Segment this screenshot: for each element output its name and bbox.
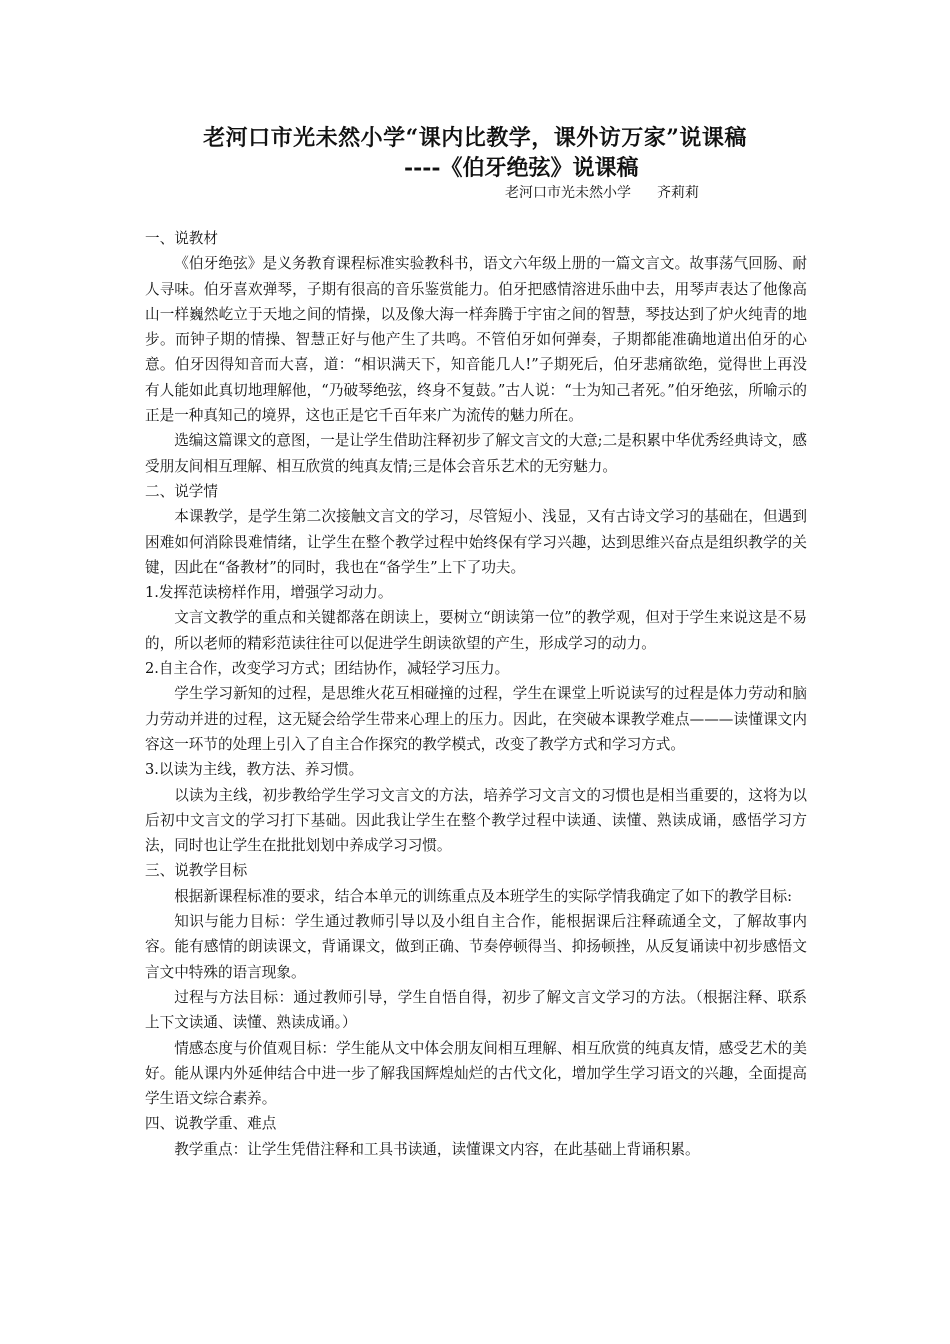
paragraph: 《伯牙绝弦》是义务教育课程标准实验教科书，语文六年级上册的一篇文言文。故事荡气回肠、耐人寻味。伯牙喜欢弹琴，子期有很高的音乐鉴赏能力。伯牙把感情溶进乐曲中去，用琴声表达了他像高山一样巍然屹立于天地之间的情操，以及像大海一样奔腾于宇宙之间的智慧，琴技达到了炉火纯青的地步。而钟子期的情操、智慧正好与他产生了共鸣。不管伯牙如何弹奏，子期都能准确地道出伯牙的心意。伯牙因得知音而大喜，道：“相识满天下，知音能几人!”子期死后，伯牙悲痛欲绝，觉得世上再没有人能如此真切地理解他，“乃破琴绝弦，终身不复鼓。”古人说：“士为知己者死。”伯牙绝弦，所喻示的正是一种真知己的境界，这也正是它千百年来广为流传的魅力所在。 [145,255,807,425]
section-heading: 三、说教学目标 [145,862,248,880]
paragraph: 文言文教学的重点和关键都落在朗读上，要树立“朗读第一位”的教学观，但对于学生来说这是不易的，所以老师的精彩范读往往可以促进学生朗读欲望的产生，形成学习的动力。 [145,609,807,652]
paragraph: 本课教学，是学生第二次接触文言文的学习，尽管短小、浅显，又有古诗文学习的基础在，但遇到困难如何消除畏难情绪，让学生在整个教学过程中始终保有学习兴趣，达到思维兴奋点是组织教学的关键，因此在“备教材”的同时，我也在“备学生”上下了功夫。 [145,508,807,576]
paragraph: 知识与能力目标：学生通过教师引导以及小组自主合作，能根据课后注释疏通全文，了解故事内容。能有感情的朗读课文，背诵课文，做到正确、节奏停顿得当、抑扬顿挫，从反复诵读中初步感悟文言文中特殊的语言现象。 [145,913,807,981]
paragraph: 学生学习新知的过程，是思维火花互相碰撞的过程，学生在课堂上听说读写的过程是体力劳动和脑力劳动并进的过程，这无疑会给学生带来心理上的压力。因此，在突破本课教学难点———读懂课文内容这一环节的处理上引入了自主合作探究的教学模式，改变了教学方式和学习方式。 [145,685,807,753]
paragraph: 过程与方法目标：通过教师引导，学生自悟自得，初步了解文言文学习的方法。（根据注释、联系上下文读通、读懂、熟读成诵。） [145,988,807,1032]
list-item: 1.发挥范读榜样作用，增强学习动力。 [145,584,393,602]
paragraph: 教学重点：让学生凭借注释和工具书读通，读懂课文内容，在此基础上背诵积累。 [174,1140,700,1158]
paragraph: 情感态度与价值观目标：学生能从文中体会朋友间相互理解、相互欣赏的纯真友情，感受艺术的美好。能从课内外延伸结合中进一步了解我国辉煌灿烂的古代文化，增加学生学习语文的兴趣，全面提高学生语文综合素养。 [145,1039,807,1108]
paragraph: 选编这篇课文的意图，一是让学生借助注释初步了解文言文的大意;二是积累中华优秀经典诗文，感受朋友间相互理解、相互欣赏的纯真友情;三是体会音乐艺术的无穷魅力。 [145,432,807,475]
document-body [145,226,807,1162]
section-heading: 二、说学情 [145,482,218,500]
author-school: 老河口市光未然小学 [505,185,631,201]
section-heading: 四、说教学重、难点 [145,1115,277,1133]
author-line [505,182,699,202]
author-name: 齐莉莉 [657,185,699,201]
list-item: 2.自主合作，改变学习方式；团结协作，减轻学习压力。 [145,660,510,678]
list-item: 3.以读为主线，教方法、养习惯。 [145,761,364,779]
paragraph: 根据新课程标准的要求，结合本单元的训练重点及本班学生的实际学情我确定了如下的教学目标: [174,887,793,905]
document-title: 老河口市光未然小学“课内比教学，课外访万家”说课稿 [203,125,747,151]
paragraph: 以读为主线，初步教给学生学习文言文的方法，培养学习文言文的习惯也是相当重要的，这将为以后初中文言文的学习打下基础。因此我让学生在整个教学过程中读通、读懂、熟读成诵，感悟学习方法，同时也让学生在批批划划中养成学习习惯。 [145,786,807,855]
section-heading: 一、说教材 [145,230,218,247]
document-subtitle: ----《伯牙绝弦》说课稿 [404,155,639,181]
